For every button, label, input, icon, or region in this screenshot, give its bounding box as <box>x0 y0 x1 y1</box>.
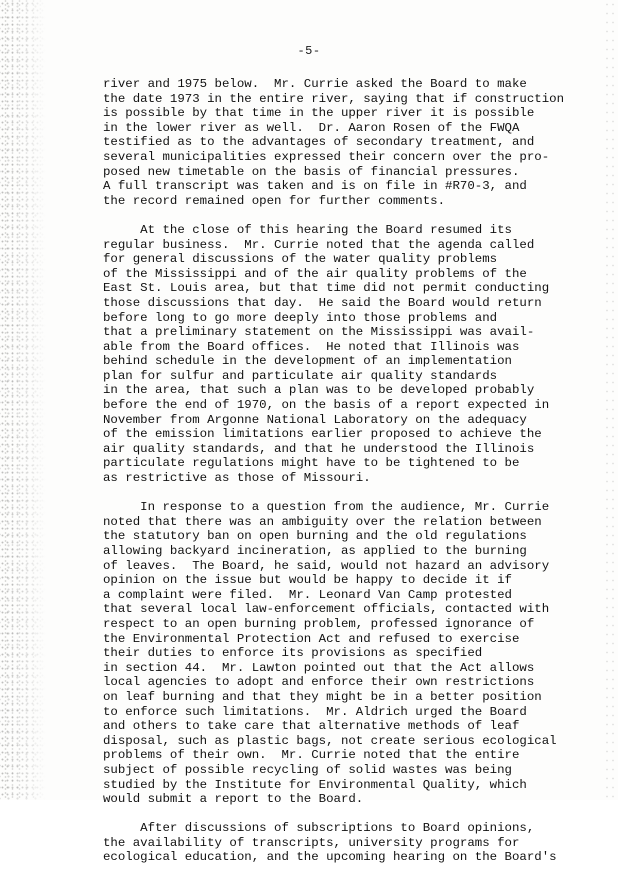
text-line: able from the Board offices. He noted that Illinois was <box>103 339 520 354</box>
text-line: regular business. Mr. Currie noted that the agenda called <box>103 237 535 252</box>
text-line: problems of their own. Mr. Currie noted that the entire <box>103 748 520 763</box>
text-line: as restrictive as those of Missouri. <box>103 471 371 486</box>
text-line: is possible by that time in the upper river it is possible <box>103 106 535 121</box>
text-line: testified as to the advantages of secondary treatment, and <box>103 135 535 150</box>
paragraph <box>103 821 557 865</box>
text-line: the record remained open for further comments. <box>103 193 446 208</box>
text-line: After discussions of subscriptions to Board opinions, <box>103 821 535 836</box>
text-line: noted that there was an ambiguity over the relation between <box>103 514 542 529</box>
text-line: of leaves. The Board, he said, would not hazard an advisory <box>103 558 550 573</box>
text-line: In response to a question from the audience, Mr. Currie <box>103 500 550 515</box>
text-line: opinion on the issue but would be happy to decide it if <box>103 573 512 588</box>
text-line: A full transcript was taken and is on file in #R70-3, and <box>103 179 527 194</box>
text-line: of the Mississippi and of the air quality problems of the <box>103 266 527 281</box>
text-line: and others to take care that alternative methods of leaf <box>103 719 520 734</box>
text-line: local agencies to adopt and enforce their own restrictions <box>103 675 535 690</box>
text-line: the availability of transcripts, university programs for <box>103 835 520 850</box>
text-line: November from Argonne National Laboratory on the adequacy <box>103 412 527 427</box>
text-line: particulate regulations might have to be tightened to be <box>103 456 520 471</box>
text-line: in section 44. Mr. Lawton pointed out that the Act allows <box>103 660 535 675</box>
document-body <box>103 77 565 880</box>
text-line: subject of possible recycling of solid wastes was being <box>103 762 512 777</box>
scan-noise-left <box>0 0 46 800</box>
text-line: their duties to enforce its provisions as specified <box>103 646 483 661</box>
text-line: in the lower river as well. Dr. Aaron Rosen of the FWQA <box>103 120 520 135</box>
text-line: would submit a report to the Board. <box>103 792 364 807</box>
text-line: on leaf burning and that they might be in a better position <box>103 689 542 704</box>
text-line: river and 1975 below. Mr. Currie asked the Board to make <box>103 77 527 91</box>
text-line: before the end of 1970, on the basis of a report expected in <box>103 398 550 413</box>
text-line: the statutory ban on open burning and the old regulations <box>103 529 527 544</box>
text-line: allowing backyard incineration, as applied to the burning <box>103 544 527 558</box>
scan-noise-right <box>604 0 618 800</box>
text-line: At the close of this hearing the Board resumed its <box>103 222 512 237</box>
text-line: for general discussions of the water quality problems <box>103 252 498 267</box>
text-line: a complaint were filed. Mr. Leonard Van Camp protested <box>103 587 512 602</box>
text-line: behind schedule in the development of an implementation <box>103 354 512 369</box>
paragraph <box>103 77 565 208</box>
page-number: -5- <box>297 44 321 58</box>
text-line: ecological education, and the upcoming hearing on the Board's <box>103 850 557 865</box>
text-line: that several local law-enforcement officials, contacted with <box>103 602 550 617</box>
text-line: East St. Louis area, but that time did not permit conducting <box>103 281 550 296</box>
text-line: disposal, such as plastic bags, not create serious ecological <box>103 733 557 748</box>
text-line: several municipalities expressed their concern over the pro- <box>103 149 550 164</box>
text-line: in the area, that such a plan was to be developed probably <box>103 383 535 398</box>
text-line: the date 1973 in the entire river, saying that if construction <box>103 91 565 106</box>
text-line: to enforce such limitations. Mr. Aldrich urged the Board <box>103 704 527 719</box>
paragraph <box>103 500 557 807</box>
text-line: that a preliminary statement on the Mississippi was avail- <box>103 325 535 340</box>
text-line: respect to an open burning problem, professed ignorance of <box>103 616 535 631</box>
text-line: air quality standards, and that he understood the Illinois <box>103 441 535 456</box>
text-line: posed new timetable on the basis of financial pressures. <box>103 164 520 179</box>
text-line: before long to go more deeply into those problems and <box>103 310 498 325</box>
text-line: of the emission limitations earlier proposed to achieve the <box>103 427 542 442</box>
text-line: the Environmental Protection Act and refused to exercise <box>103 631 520 646</box>
paragraph <box>103 223 553 486</box>
text-line: plan for sulfur and particulate air quality standards <box>103 368 498 383</box>
text-line: studied by the Institute for Environmental Quality, which <box>103 777 527 792</box>
text-line: those discussions that day. He said the Board would return <box>103 295 542 310</box>
